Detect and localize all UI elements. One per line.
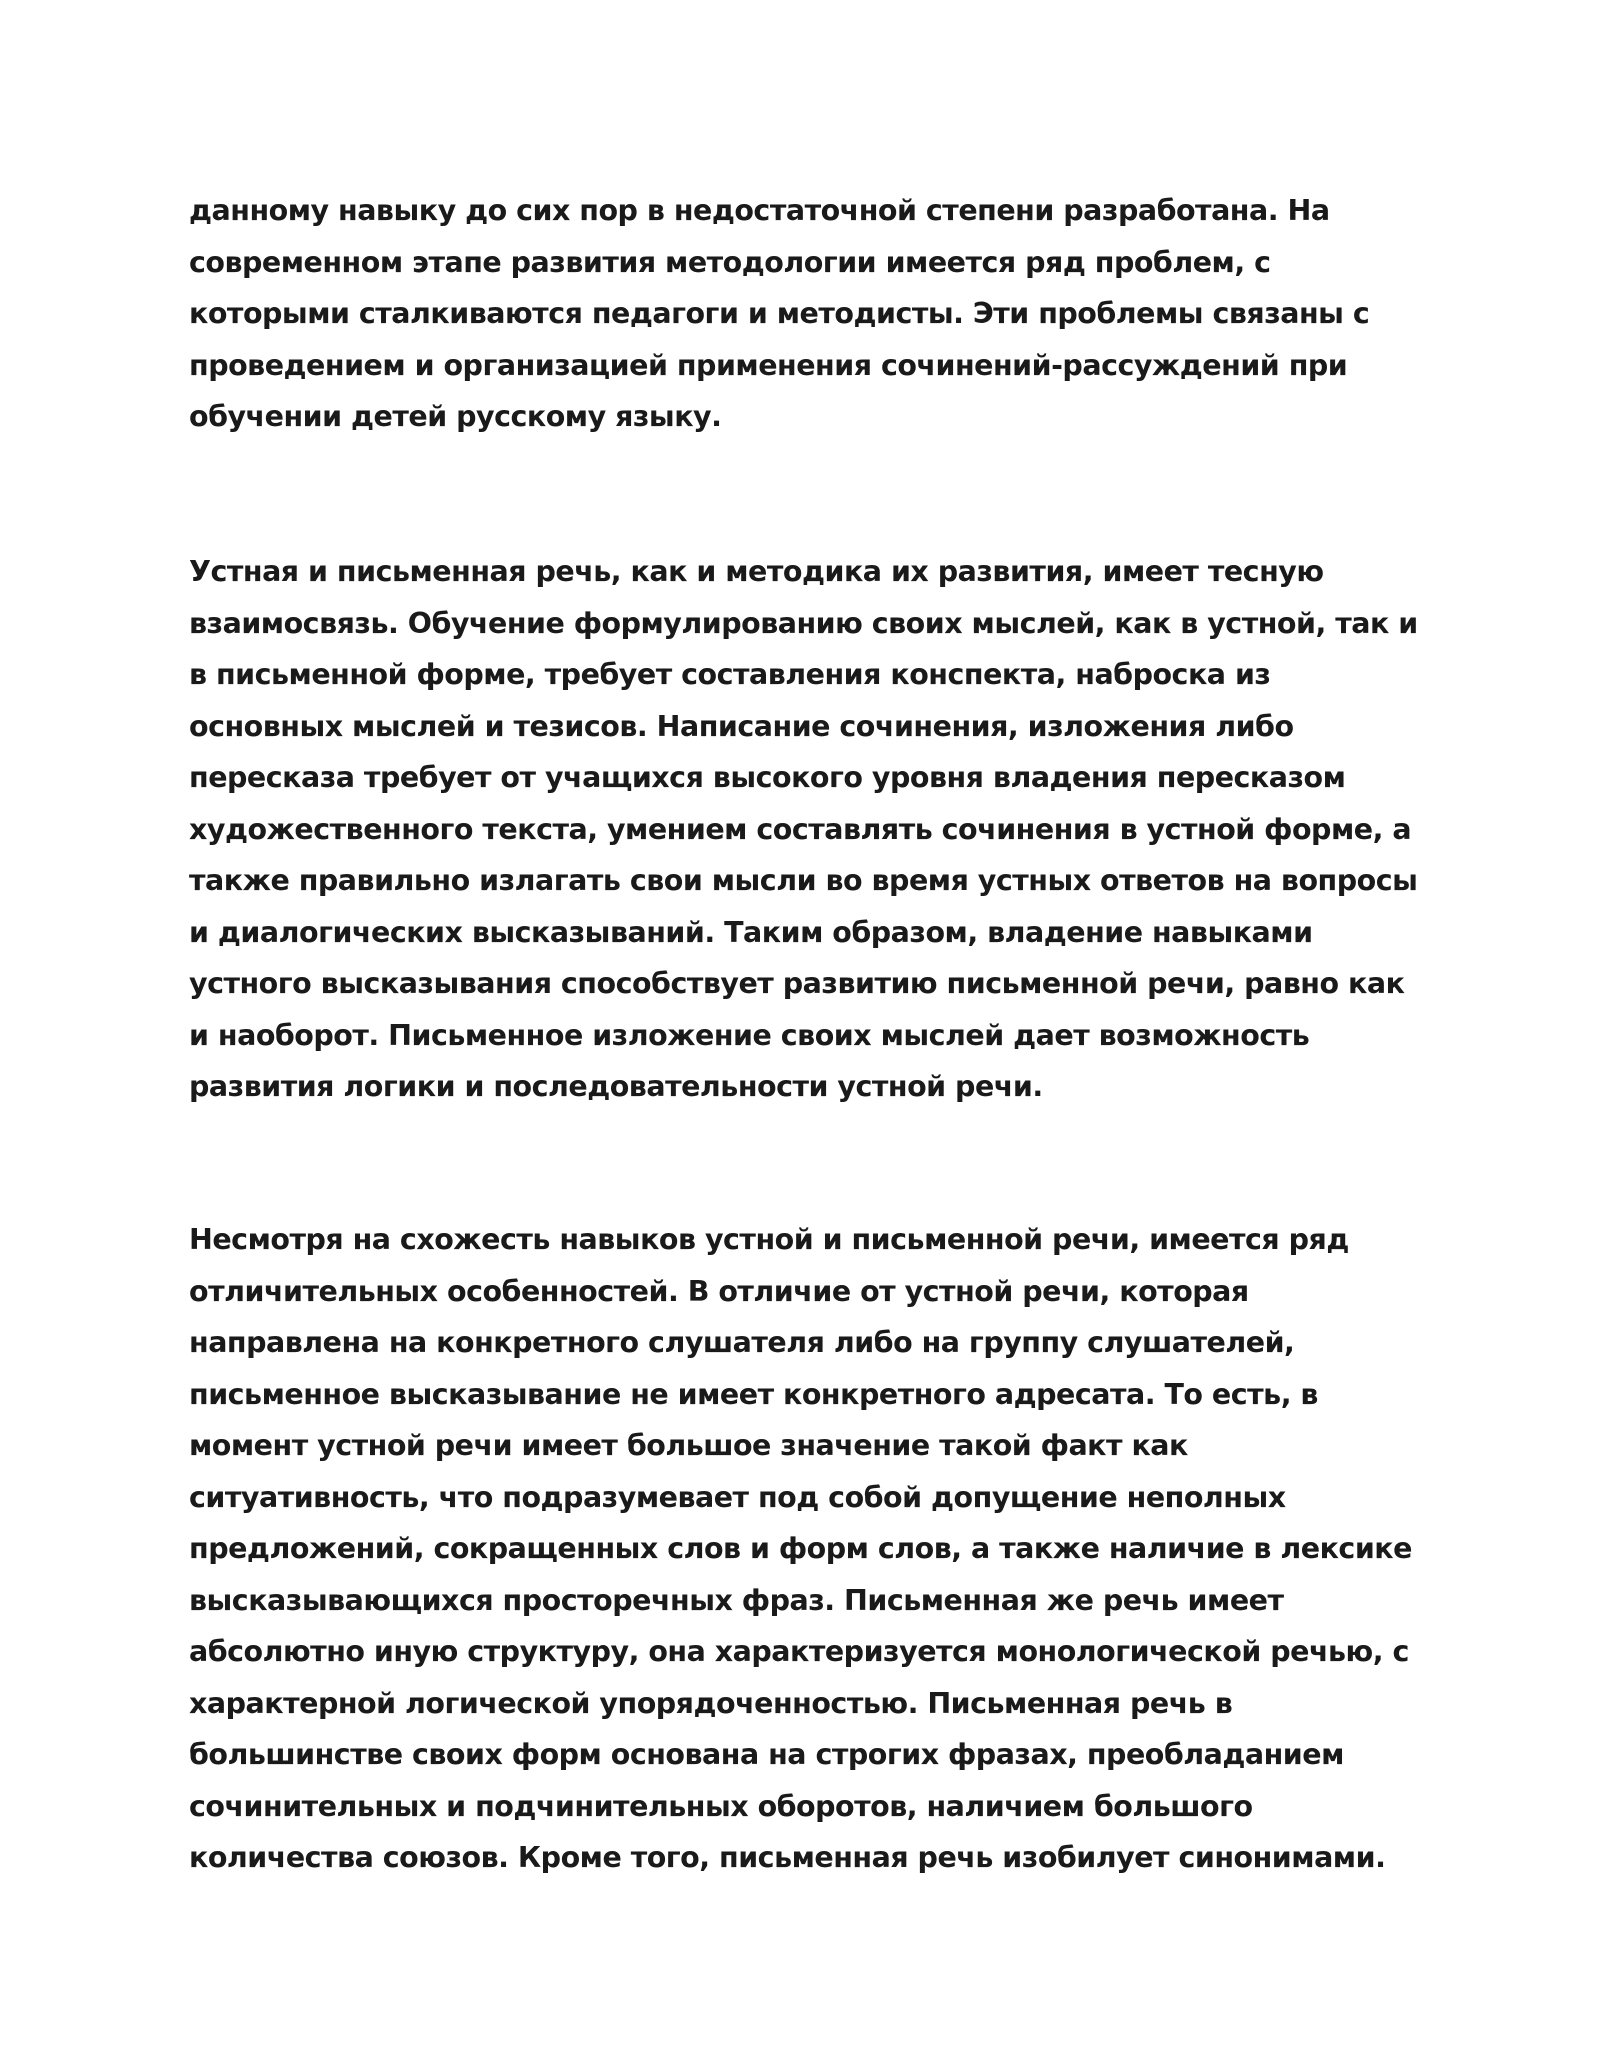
text-line: которыми сталкиваются педагоги и методисты. Эти проблемы связаны с: [189, 297, 1370, 330]
text-line: абсолютно иную структуру, она характеризуется монологической речью, с: [189, 1635, 1409, 1668]
text-line: сочинительных и подчинительных оборотов, наличием большого: [189, 1789, 1253, 1823]
text-line: художественного текста, умением составлять сочинения в устной форме, а: [189, 812, 1412, 846]
text-line: письменное высказывание не имеет конкретного адресата. То есть, в: [189, 1377, 1318, 1411]
paragraph-1: [189, 185, 1429, 443]
text-line: ситуативность, что подразумевает под собой допущение неполных: [189, 1480, 1286, 1514]
text-line: большинстве своих форм основана на строгих фразах, преобладанием: [189, 1738, 1344, 1771]
text-line: пересказа требует от учащихся высокого уровня владения пересказом: [189, 761, 1346, 794]
text-line: в письменной форме, требует составления конспекта, наброска из: [189, 658, 1271, 691]
text-line: направлена на конкретного слушателя либо на группу слушателей,: [189, 1326, 1295, 1359]
text-line: и наоборот. Письменное изложение своих мыслей дает возможность: [189, 1018, 1310, 1052]
text-line: устного высказывания способствует развитию письменной речи, равно как: [189, 967, 1405, 1000]
text-line: обучении детей русскому языку.: [189, 400, 722, 433]
text-line: проведением и организацией применения сочинений-рассуждений при: [189, 348, 1348, 382]
text-line: развития логики и последовательности устной речи.: [189, 1070, 1043, 1103]
paragraph-3: [189, 1214, 1429, 1884]
text-line: основных мыслей и тезисов. Написание сочинения, изложения либо: [189, 709, 1294, 743]
text-line: и диалогических высказываний. Таким образом, владение навыками: [189, 915, 1313, 949]
text-line: высказывающихся просторечных фраз. Письменная же речь имеет: [189, 1583, 1284, 1617]
paragraph-2: [189, 546, 1429, 1113]
text-line: данному навыку до сих пор в недостаточной степени разработана. На: [189, 194, 1330, 227]
text-line: предложений, сокращенных слов и форм слов, а также наличие в лексике: [189, 1532, 1412, 1565]
text-line: взаимосвязь. Обучение формулированию своих мыслей, как в устной, так и: [189, 606, 1418, 640]
text-line: отличительных особенностей. В отличие от устной речи, которая: [189, 1274, 1249, 1308]
text-line: также правильно излагать свои мысли во время устных ответов на вопросы: [189, 864, 1418, 897]
text-line: количества союзов. Кроме того, письменная речь изобилует синонимами.: [189, 1841, 1386, 1874]
text-line: современном этапе развития методологии имеется ряд проблем, с: [189, 245, 1271, 279]
text-line: Несмотря на схожесть навыков устной и письменной речи, имеется ряд: [189, 1223, 1349, 1256]
text-line: Устная и письменная речь, как и методика их развития, имеет тесную: [189, 555, 1324, 588]
text-line: момент устной речи имеет большое значение такой факт как: [189, 1429, 1188, 1462]
text-line: характерной логической упорядоченностью. Письменная речь в: [189, 1686, 1233, 1720]
